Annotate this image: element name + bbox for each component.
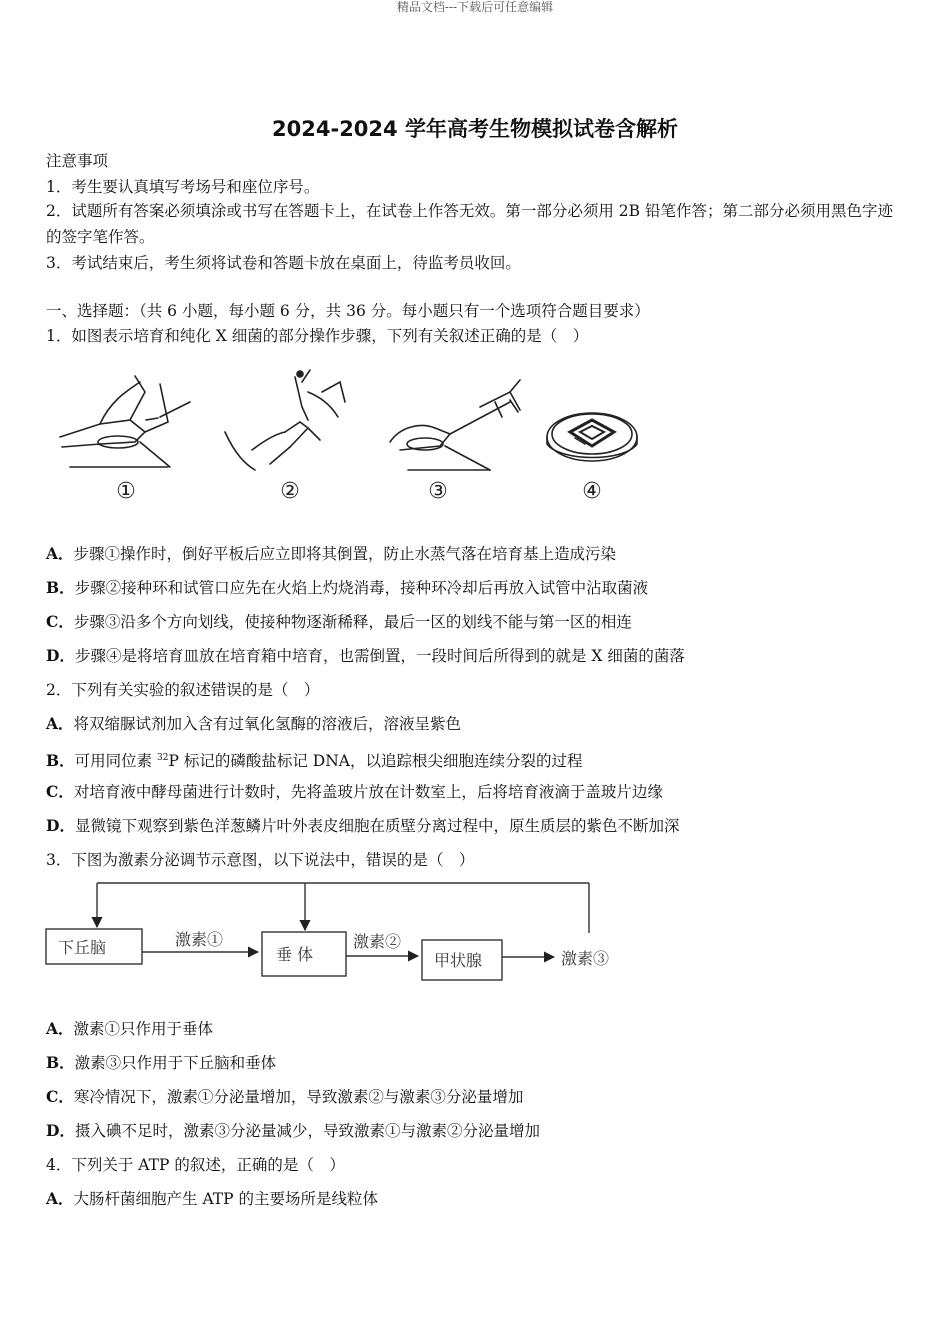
notice-item-1: 1．考生要认真填写考场号和座位序号。: [46, 178, 320, 196]
q1-option-a: A．步骤①操作时，倒好平板后应立即将其倒置，防止水蒸气落在培育基上造成污染: [46, 544, 617, 563]
q1-option-c: C．步骤③沿多个方向划线，使接种物逐渐稀释，最后一区的划线不能与第一区的相连: [46, 612, 632, 631]
hormone2-label: 激素②: [353, 932, 402, 951]
notice-item-2: 2．试题所有答案必须填涂或书写在答题卡上，在试卷上作答无效。第一部分必须用 2B 铅笔作答；第二部分必须用黑色字迹的签字笔作答。: [46, 202, 893, 246]
q2-option-c: C．对培育液中酵母菌进行计数时，先将盖玻片放在计数室上，后将培育液滴于盖玻片边缘: [46, 782, 663, 801]
q3-option-b: B．激素③只作用于下丘脑和垂体: [46, 1053, 277, 1072]
page-title: 2024-2024 学年高考生物模拟试卷含解析: [272, 117, 678, 141]
q2-option-a: A．将双缩脲试剂加入含有过氧化氢酶的溶液后，溶液呈紫色: [46, 714, 462, 733]
q3-option-a: A．激素①只作用于垂体: [46, 1019, 214, 1038]
step1-illustration: [60, 376, 190, 467]
q4-option-a: A．大肠杆菌细胞产生 ATP 的主要场所是线粒体: [46, 1189, 379, 1208]
step3-illustration: [390, 380, 520, 470]
q1-stem: 1．如图表示培育和纯化 X 细菌的部分操作步骤，下列有关叙述正确的是（ ）: [46, 327, 589, 345]
step-label-4: ④: [582, 479, 602, 504]
q3-diagram: [40, 875, 630, 995]
box1-label: 下丘脑: [58, 938, 107, 957]
step-label-3: ③: [428, 479, 448, 504]
q1-option-d: D．步骤④是将培育皿放在培育箱中培育，也需倒置，一段时间后所得到的就是 X 细菌的菌落: [46, 646, 685, 665]
step4-illustration: [547, 413, 637, 461]
watermark: 精品文档---下载后可任意编辑: [396, 0, 554, 14]
notice-item-3: 3．考试结束后，考生须将试卷和答题卡放在桌面上，待监考员收回。: [46, 254, 521, 272]
q1-figure: [40, 362, 660, 517]
q2-option-b: B．可用同位素 $^{32}$P 标记的磷酸盐标记 DNA，以追踪根尖细胞连续分裂的过程: [46, 751, 583, 771]
box3-label: 甲状腺: [434, 951, 483, 970]
hormone3-label: 激素③: [561, 949, 610, 968]
q2-option-d: D．显微镜下观察到紫色洋葱鳞片叶外表皮细胞在质壁分离过程中，原生质层的紫色不断加深: [46, 816, 680, 835]
q4-stem: 4．下列关于 ATP 的叙述，正确的是（ ）: [46, 1156, 345, 1174]
hormone1-label: 激素①: [175, 930, 224, 949]
step-label-2: ②: [280, 479, 300, 504]
section-heading: 一、选择题：（共 6 小题，每小题 6 分，共 36 分。每小题只有一个选项符合题目要求）: [46, 302, 650, 320]
q2-stem: 2．下列有关实验的叙述错误的是（ ）: [46, 681, 320, 699]
q1-option-b: B．步骤②接种环和试管口应先在火焰上灼烧消毒，接种环冷却后再放入试管中沾取菌液: [46, 578, 649, 597]
notice-heading: 注意事项: [46, 152, 109, 170]
q3-option-d: D．摄入碘不足时，激素③分泌量减少，导致激素①与激素②分泌量增加: [46, 1121, 540, 1140]
q3-option-c: C．寒冷情况下，激素①分泌量增加，导致激素②与激素③分泌量增加: [46, 1087, 524, 1106]
q3-stem: 3．下图为激素分泌调节示意图，以下说法中，错误的是（ ）: [46, 851, 475, 869]
step2-illustration: [225, 370, 345, 470]
step-label-1: ①: [116, 479, 136, 504]
box2-label: 垂 体: [276, 945, 314, 964]
